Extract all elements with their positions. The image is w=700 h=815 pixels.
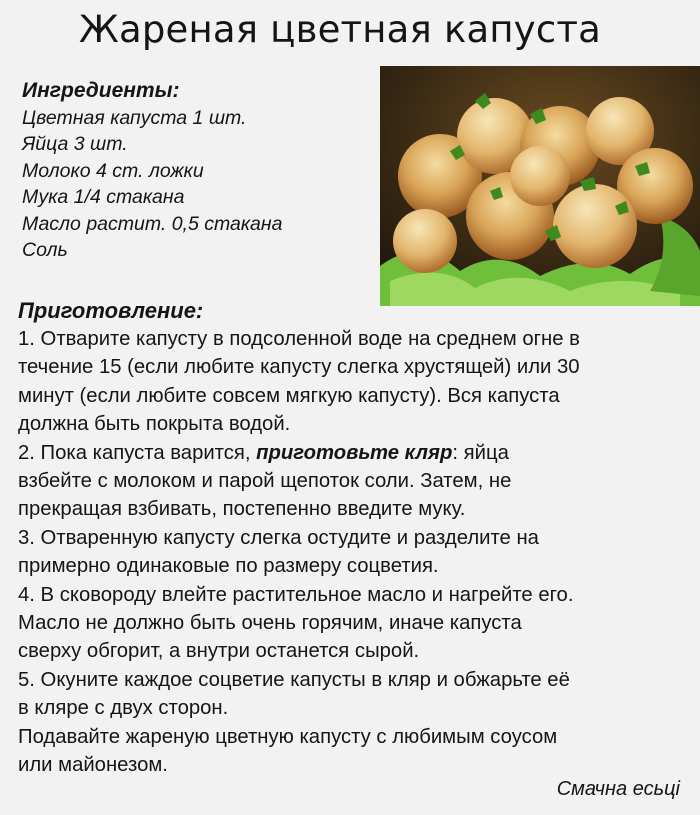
preparation-line: сверху обгорит, а внутри останется сырой. (18, 640, 420, 663)
preparation-heading: Приготовление: (18, 298, 204, 323)
preparation-line: взбейте с молоком и парой щепоток соли. Затем, не (18, 470, 512, 493)
preparation-line (18, 439, 688, 467)
preparation-line: Подавайте жареную цветную капусту с любимым соусом (18, 725, 558, 748)
preparation-line-end: : яйца (452, 441, 509, 464)
preparation-line: или майонезом. (18, 754, 168, 777)
ingredients-heading: Ингредиенты: (22, 79, 180, 102)
ingredient-item: Яйца 3 шт. (22, 133, 128, 155)
ingredient-item: Мука 1/4 стакана (22, 186, 185, 208)
ingredient-item: Масло растит. 0,5 стакана (22, 212, 283, 235)
preparation-line: Масло не должно быть очень горячим, иначе капуста (18, 612, 522, 635)
preparation-line: 1. Отварите капусту в подсоленной воде на среднем огне в (18, 328, 580, 350)
preparation-line: 5. Окуните каждое соцветие капусты в кляр и обжарьте её (18, 668, 570, 691)
emphasis-text: приготовьте кляр (256, 441, 453, 464)
ingredient-item: Соль (22, 239, 68, 261)
ingredients-block (22, 78, 367, 264)
preparation-line: минут (если любите совсем мягкую капусту). Вся капуста (18, 384, 560, 407)
preparation-line: должна быть покрыта водой. (18, 413, 291, 436)
preparation-line: 3. Отваренную капусту слегка остудите и разделите на (18, 526, 539, 549)
preparation-line-start: 2. Пока капуста варится, (18, 441, 257, 464)
preparation-block (18, 297, 688, 780)
ingredient-item: Молоко 4 ст. ложки (22, 159, 204, 182)
preparation-line: примерно одинаковые по размеру соцветия. (18, 555, 439, 578)
preparation-line: в кляре с двух сторон. (18, 697, 229, 720)
page-title: Жареная цветная капуста (78, 8, 602, 51)
preparation-line: течение 15 (если любите капусту слегка хрустящей) или 30 (18, 356, 580, 379)
preparation-line: прекращая взбивать, постепенно введите муку. (18, 498, 466, 521)
signature: Смачна есьці (556, 778, 680, 800)
preparation-line: 4. В сковороду влейте растительное масло и нагрейте его. (18, 583, 574, 606)
ingredient-item: Цветная капуста 1 шт. (22, 106, 247, 129)
cauliflower-photo (380, 66, 700, 306)
